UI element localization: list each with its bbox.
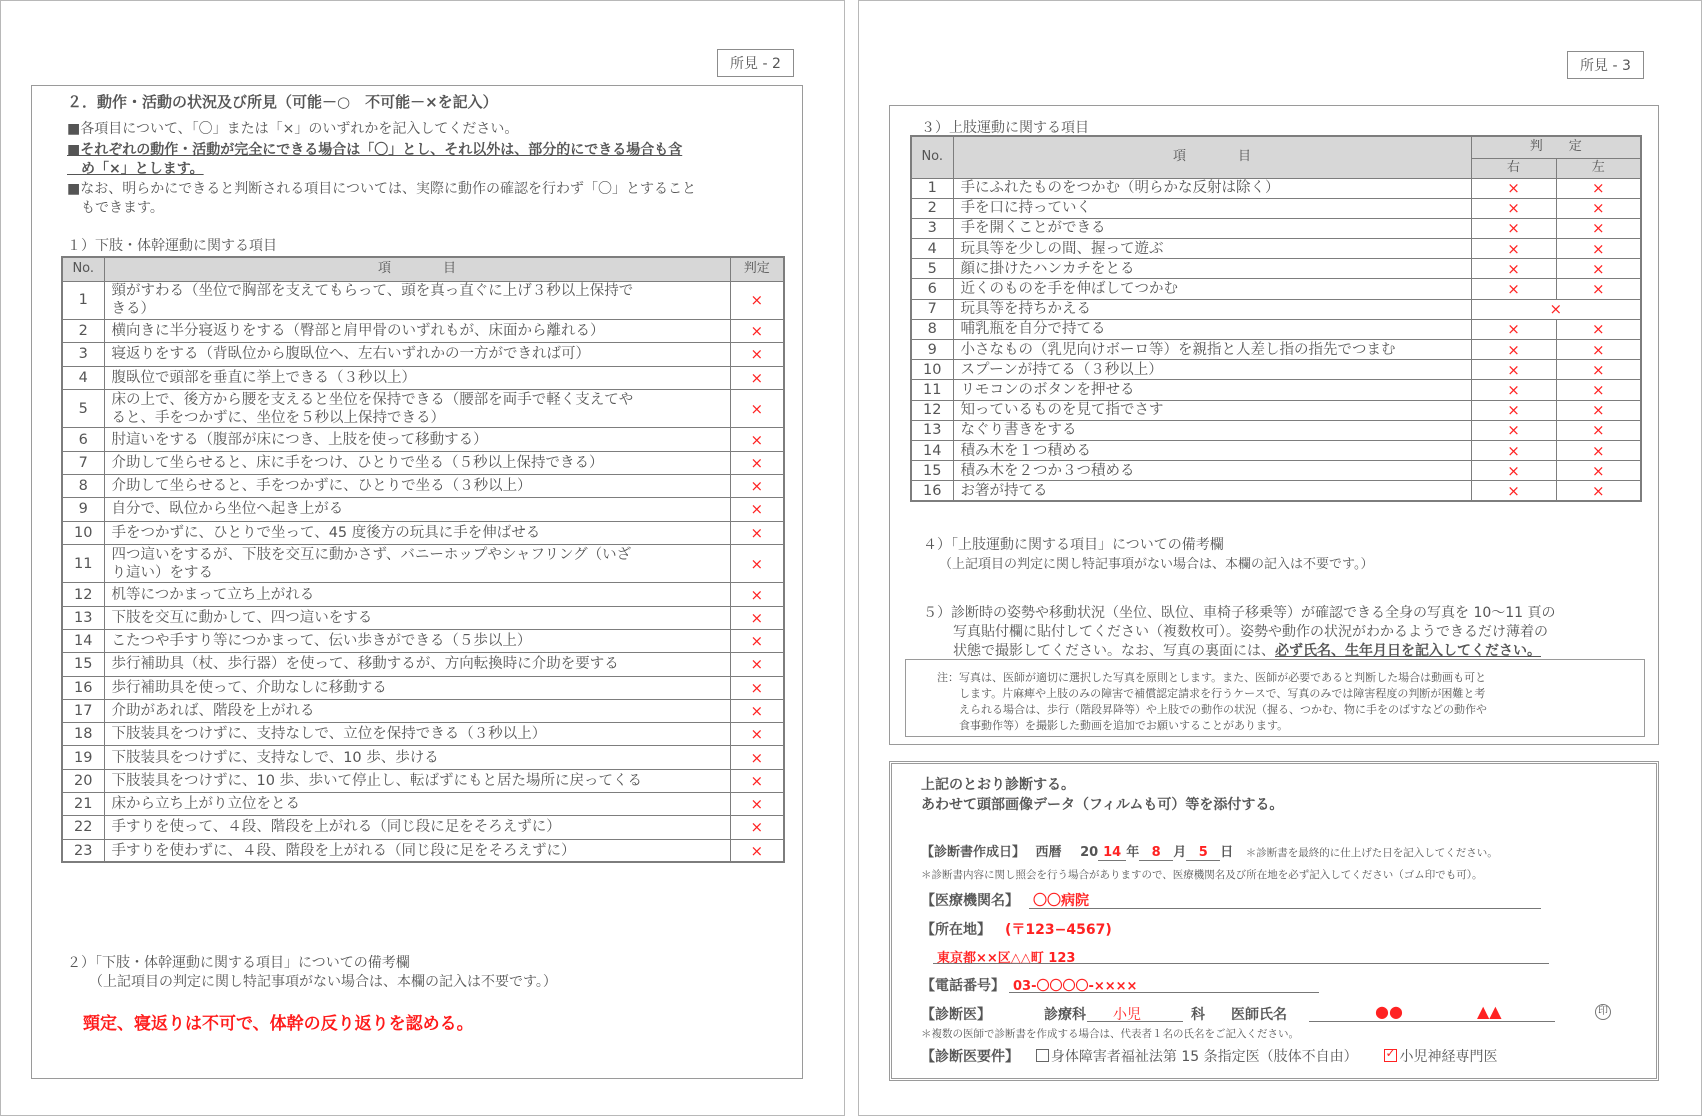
row-judgment-right[interactable]: × <box>1471 218 1556 238</box>
row-number: 20 <box>62 769 104 792</box>
row-item-line: 手をつかずに、ひとりで坐って、45 度後方の玩具に手を伸ばせる <box>111 524 541 541</box>
row-item <box>104 699 730 722</box>
row-item: 哺乳瓶を自分で持てる <box>953 319 1471 339</box>
table-row <box>62 389 784 428</box>
row-judgment-both[interactable]: × <box>1471 299 1641 319</box>
page-tag: 所見 - 3 <box>1567 51 1644 79</box>
row-number: 9 <box>62 498 104 521</box>
requirement-option-1-label: 身体障害者福祉法第 15 条指定医（肢体不自由） <box>1050 1049 1358 1065</box>
page-tag: 所見 - 2 <box>717 49 794 77</box>
col-judgment-header: 判 定 <box>1471 136 1641 158</box>
col-no-header: No. <box>911 136 953 178</box>
row-judgment[interactable]: × <box>730 498 784 521</box>
row-item <box>104 606 730 629</box>
row-number: 2 <box>62 320 104 343</box>
row-number: 17 <box>62 699 104 722</box>
row-item-line: 床の上で、後方から腰を支えると坐位を保持できる（腰部を両手で軽く支えてや <box>111 391 634 408</box>
doctor-name-underline <box>1309 1021 1555 1022</box>
doctor-label: 【診断医】 <box>921 1007 991 1023</box>
inquiry-note: ＊診断書内容に関し照会を行う場合がありますので、医療機関名及び所在地を必ず記入してください（ゴム印でも可）。 <box>921 869 1483 881</box>
table-row <box>62 653 784 676</box>
row-number: 7 <box>911 299 953 319</box>
table-row <box>911 218 1641 238</box>
row-item <box>104 428 730 451</box>
section5-line-1: ５）診断時の姿勢や移動状況（坐位、臥位、車椅子移乗等）が確認できる全身の写真を 10～11 頁の <box>923 605 1556 621</box>
table-row <box>62 676 784 699</box>
row-judgment-left[interactable]: × <box>1556 420 1641 440</box>
row-number: 3 <box>911 218 953 238</box>
row-item-line: 自分で、臥位から坐位へ起き上がる <box>111 501 344 518</box>
row-item-line: 手すりを使って、４段、階段を上がれる（同じ段に足をそろえずに） <box>111 819 561 836</box>
row-judgment[interactable]: × <box>730 521 784 544</box>
table-row <box>62 629 784 652</box>
row-item-line: きる） <box>111 301 155 318</box>
row-judgment-left[interactable]: × <box>1556 400 1641 420</box>
table-row <box>911 360 1641 380</box>
row-judgment[interactable]: × <box>730 451 784 474</box>
right-page <box>858 0 1702 1116</box>
row-judgment[interactable]: × <box>730 606 784 629</box>
row-item <box>104 343 730 366</box>
row-judgment[interactable]: × <box>730 723 784 746</box>
row-judgment[interactable]: × <box>730 793 784 816</box>
row-item-line: ると、手をつかずに、坐位を５秒以上保持できる） <box>111 409 445 426</box>
row-item-line: 介助して坐らせると、手をつかずに、ひとりで坐る（３秒以上） <box>111 478 532 495</box>
row-item <box>104 816 730 839</box>
table-row <box>62 428 784 451</box>
row-item-line: 介助があれば、階段を上がれる <box>111 703 315 719</box>
table-row <box>62 699 784 722</box>
row-item-line: 下肢装具をつけずに、支持なしで、10 歩、歩ける <box>111 749 439 766</box>
row-judgment-left[interactable]: × <box>1556 178 1641 198</box>
table-row <box>911 259 1641 279</box>
row-number: 8 <box>62 474 104 497</box>
table-row <box>62 606 784 629</box>
table-row <box>911 178 1641 198</box>
table-row <box>62 521 784 544</box>
row-number: 10 <box>62 521 104 544</box>
doctor-name-given: ▲▲ <box>1477 1002 1502 1021</box>
year-prefix: 20 <box>1080 845 1099 860</box>
row-number: 21 <box>62 793 104 816</box>
col-judgment-header: 判定 <box>730 257 784 281</box>
address-underline <box>933 963 1549 964</box>
row-number: 23 <box>62 839 104 862</box>
date-label: 【診断書作成日】 <box>921 845 1026 860</box>
row-item: 積み木を１つ積める <box>953 440 1471 460</box>
row-item: スプーンが持てる（３秒以上） <box>953 360 1471 380</box>
row-judgment-left[interactable]: × <box>1556 360 1641 380</box>
phone-label: 【電話番号】 <box>921 978 1005 994</box>
row-judgment[interactable]: × <box>730 699 784 722</box>
row-item <box>104 544 730 583</box>
instruction-1: ■各項目について、「〇」または「×」のいずれかを記入してください。 <box>67 121 519 137</box>
requirement-option-2[interactable] <box>1384 1049 1497 1065</box>
row-judgment-right[interactable]: × <box>1471 319 1556 339</box>
table-row <box>911 198 1641 218</box>
requirement-label: 【診断医要件】 <box>921 1049 1019 1065</box>
row-item-line: こたつや手すり等につかまって、伝い歩きができる（５歩以上） <box>111 633 532 650</box>
row-item-line: 机等につかまって立ち上がれる <box>111 586 315 603</box>
col-no-header: No. <box>62 257 104 281</box>
phone-underline <box>1009 992 1319 993</box>
row-number: 12 <box>911 400 953 420</box>
day-unit: 日 <box>1220 845 1234 860</box>
requirement-option-2-label: 小児神経専門医 <box>1399 1049 1498 1065</box>
row-judgment-left[interactable]: × <box>1556 259 1641 279</box>
row-judgment[interactable]: × <box>730 544 784 583</box>
col-left-header: 左 <box>1556 158 1641 178</box>
row-item: 顔に掛けたハンカチをとる <box>953 259 1471 279</box>
row-judgment-left[interactable]: × <box>1556 218 1641 238</box>
table-row <box>911 420 1641 440</box>
row-number: 1 <box>62 281 104 320</box>
row-number: 22 <box>62 816 104 839</box>
col-item-header: 項 目 <box>104 257 730 281</box>
row-number: 6 <box>62 428 104 451</box>
table-row <box>911 299 1641 319</box>
row-judgment[interactable]: × <box>730 428 784 451</box>
row-judgment[interactable]: × <box>730 816 784 839</box>
address-value: 東京都××区△△町 123 <box>937 951 1076 966</box>
table-row <box>911 319 1641 339</box>
table-row <box>62 320 784 343</box>
section5-line-3-text: 状態で撮影してください。なお、写真の裏面には、 <box>953 643 1275 659</box>
row-number: 11 <box>62 544 104 583</box>
row-number: 12 <box>62 583 104 606</box>
note-line-1: 注：写真は、医師が適切に選択した写真を原則とします。また、医師が必要であると判断した場合は動画も可と <box>937 671 1487 684</box>
row-number: 8 <box>911 319 953 339</box>
row-item: リモコンのボタンを押せる <box>953 380 1471 400</box>
day-value: 5 <box>1186 845 1220 861</box>
section4-note: （上記項目の判定に関し特記事項がない場合は、本欄の記入は不要です。） <box>939 557 1374 572</box>
institution-value: 〇〇病院 <box>1033 893 1089 909</box>
row-item: お箸が持てる <box>953 481 1471 501</box>
table-row <box>62 451 784 474</box>
row-item: なぐり書きをする <box>953 420 1471 440</box>
note-line-2: します。片麻痺や上肢のみの障害で補償認定請求を行うケースで、写真のみでは障害程度の判断が困難と考 <box>959 687 1486 700</box>
row-number: 18 <box>62 723 104 746</box>
row-judgment[interactable]: × <box>730 769 784 792</box>
table-row <box>62 583 784 606</box>
row-item: 手にふれたものをつかむ（明らかな反射は除く） <box>953 178 1471 198</box>
row-number: 16 <box>62 676 104 699</box>
month-value: 8 <box>1139 845 1173 861</box>
row-item <box>104 498 730 521</box>
section2-title: ２）「下肢・体幹運動に関する項目」についての備考欄 <box>67 955 410 971</box>
section5-line-3 <box>953 640 1541 660</box>
dept-label: 診療科 <box>1044 1007 1086 1023</box>
row-judgment[interactable]: × <box>730 474 784 497</box>
table-row <box>62 793 784 816</box>
row-item: 玩具等を持ちかえる <box>953 299 1471 319</box>
row-judgment-left[interactable]: × <box>1556 319 1641 339</box>
col-right-header: 右 <box>1471 158 1556 178</box>
row-judgment[interactable]: × <box>730 281 784 320</box>
row-item: 積み木を２つか３つ積める <box>953 461 1471 481</box>
multi-doctor-note: ＊複数の医師で診断書を作成する場合は、代表者１名の氏名をご記入ください。 <box>921 1028 1299 1040</box>
row-number: 9 <box>911 340 953 360</box>
requirement-option-1[interactable] <box>1036 1049 1358 1065</box>
row-judgment-right[interactable]: × <box>1471 461 1556 481</box>
row-number: 6 <box>911 279 953 299</box>
cert-line-2: あわせて頭部画像データ（フィルムも可）等を添付する。 <box>921 797 1284 813</box>
row-item-line: 頸がすわる（坐位で胸部を支えてもらって、頭を真っ直ぐに上げ３秒以上保持で <box>111 283 634 300</box>
row-number: 11 <box>911 380 953 400</box>
row-item <box>104 653 730 676</box>
seal-mark <box>1595 1004 1611 1020</box>
row-number: 15 <box>62 653 104 676</box>
row-number: 10 <box>911 360 953 380</box>
table-row <box>62 816 784 839</box>
row-judgment[interactable]: × <box>730 320 784 343</box>
row-judgment[interactable]: × <box>730 629 784 652</box>
row-item-line: 肘這いをする（腹部が床につき、上肢を使って移動する） <box>111 431 488 448</box>
table-row <box>62 746 784 769</box>
year-unit: 年 <box>1126 845 1140 860</box>
doctor-name-surname: ●● <box>1375 1002 1403 1021</box>
row-number: 5 <box>62 389 104 428</box>
section3-title: ３）上肢運動に関する項目 <box>921 120 1089 136</box>
row-item: 近くのものを手を伸ばしてつかむ <box>953 279 1471 299</box>
row-judgment-right[interactable]: × <box>1471 481 1556 501</box>
dept-underline <box>1087 1021 1183 1022</box>
table-row <box>62 544 784 583</box>
row-item <box>104 320 730 343</box>
row-number: 4 <box>62 366 104 389</box>
dept-suffix: 科 <box>1191 1007 1205 1023</box>
row-number: 14 <box>911 440 953 460</box>
row-judgment-left[interactable]: × <box>1556 461 1641 481</box>
row-item <box>104 389 730 428</box>
row-item: 知っているものを見て指でさす <box>953 400 1471 420</box>
table-row <box>62 839 784 862</box>
row-item-line: 腹臥位で頭部を垂直に挙上できる（３秒以上） <box>111 369 416 386</box>
section4-title: ４）「上肢運動に関する項目」についての備考欄 <box>923 537 1224 553</box>
address-label: 【所在地】 <box>921 922 991 938</box>
instruction-3: め「×」とします。 <box>67 161 204 177</box>
row-judgment-right[interactable]: × <box>1471 440 1556 460</box>
row-judgment[interactable]: × <box>730 746 784 769</box>
row-item <box>104 769 730 792</box>
note-line-4: 食事動作等）を撮影した動画を追加でお願いすることがあります。 <box>959 719 1289 732</box>
row-judgment-left[interactable]: × <box>1556 481 1641 501</box>
row-item-line: 横向きに半分寝返りをする（臀部と肩甲骨のいずれもが、床面から離れる） <box>111 323 605 340</box>
left-page <box>0 0 845 1116</box>
checkbox-unchecked[interactable] <box>1036 1049 1049 1062</box>
section5-emphasis: 必ず氏名、生年月日を記入してください。 <box>1275 643 1541 659</box>
table-row <box>62 343 784 366</box>
row-item <box>104 839 730 862</box>
row-judgment-right[interactable]: × <box>1471 178 1556 198</box>
row-item <box>104 629 730 652</box>
table-row <box>62 366 784 389</box>
table-row <box>911 440 1641 460</box>
row-judgment[interactable]: × <box>730 389 784 428</box>
year-value: 14 <box>1098 845 1126 861</box>
table-row <box>62 723 784 746</box>
era-label: 西暦 <box>1035 845 1062 860</box>
row-judgment-right[interactable]: × <box>1471 380 1556 400</box>
row-judgment[interactable]: × <box>730 583 784 606</box>
row-judgment-right[interactable]: × <box>1471 360 1556 380</box>
instruction-5: もできます。 <box>67 200 164 216</box>
row-item: 玩具等を少しの間、握って遊ぶ <box>953 239 1471 259</box>
row-item <box>104 451 730 474</box>
row-item: 手を口に持っていく <box>953 198 1471 218</box>
section-heading: ２．動作・活動の状況及び所見（可能－○ 不可能－×を記入） <box>67 93 498 111</box>
instruction-4: ■なお、明らかにできると判断される項目については、実際に動作の確認を行わず「〇」とすること <box>67 181 696 197</box>
dept-value: 小児 <box>1113 1007 1141 1023</box>
col-item-header: 項 目 <box>953 136 1471 178</box>
table-row <box>911 481 1641 501</box>
phone-value: 03-〇〇〇〇-×××× <box>1013 979 1138 994</box>
row-number: 5 <box>911 259 953 279</box>
row-number: 14 <box>62 629 104 652</box>
row-number: 4 <box>911 239 953 259</box>
row-judgment[interactable]: × <box>730 366 784 389</box>
row-judgment[interactable]: × <box>730 676 784 699</box>
row-judgment-left[interactable]: × <box>1556 239 1641 259</box>
table-row <box>911 461 1641 481</box>
row-item-line: 歩行補助具を使って、介助なしに移動する <box>111 679 387 696</box>
row-judgment-left[interactable]: × <box>1556 380 1641 400</box>
row-item-line: 介助して坐らせると、床に手をつけ、ひとりで坐る（５秒以上保持できる） <box>111 454 604 471</box>
date-note: ＊診断書を最終的に仕上げた日を記入してください。 <box>1245 847 1498 859</box>
table-row <box>911 279 1641 299</box>
row-judgment[interactable]: × <box>730 343 784 366</box>
row-item-line: 下肢装具をつけずに、支持なしで、立位を保持できる（３秒以上） <box>111 726 547 743</box>
row-judgment-right[interactable]: × <box>1471 198 1556 218</box>
row-judgment-left[interactable]: × <box>1556 440 1641 460</box>
postal-code: (〒123−4567) <box>1005 922 1112 938</box>
row-number: 2 <box>911 198 953 218</box>
lower-limb-table <box>61 256 785 863</box>
table-row <box>911 340 1641 360</box>
row-number: 7 <box>62 451 104 474</box>
institution-underline <box>1029 908 1541 909</box>
row-item-line: り這い）をする <box>111 564 213 581</box>
row-item <box>104 793 730 816</box>
row-judgment-left[interactable]: × <box>1556 340 1641 360</box>
table-row <box>911 400 1641 420</box>
remark-text: 頸定、寝返りは不可で、体幹の反り返りを認める。 <box>83 1014 474 1034</box>
row-item <box>104 366 730 389</box>
row-item <box>104 281 730 320</box>
row-item-line: 寝返りをする（背臥位から腹臥位へ、左右いずれかの一方ができれば可） <box>111 346 590 363</box>
row-item <box>104 746 730 769</box>
row-judgment-right[interactable]: × <box>1471 400 1556 420</box>
row-judgment-right[interactable]: × <box>1471 420 1556 440</box>
row-item-line: 下肢装具をつけずに、10 歩、歩いて停止し、転ばずにもと居た場所に戻ってくる <box>111 772 643 789</box>
row-judgment[interactable]: × <box>730 653 784 676</box>
row-judgment-left[interactable]: × <box>1556 198 1641 218</box>
note-line-3: えられる場合は、歩行（階段昇降等）や上肢での動作の状況（握る、つかむ、物に手をのばすなどの動作や <box>959 703 1487 716</box>
requirement-row <box>921 1046 1497 1066</box>
row-item <box>104 474 730 497</box>
row-item <box>104 521 730 544</box>
row-item-line: 床から立ち上がり立位をとる <box>111 796 300 813</box>
row-judgment[interactable]: × <box>730 839 784 862</box>
institution-label: 【医療機関名】 <box>921 893 1019 909</box>
row-item-line: 四つ這いをするが、下肢を交互に動かさず、バニーホップやシャフリング（いざ <box>111 546 632 563</box>
row-item <box>104 723 730 746</box>
row-item-line: 手すりを使わずに、４段、階段を上がれる（同じ段に足をそろえずに） <box>111 842 576 859</box>
row-judgment-right[interactable]: × <box>1471 340 1556 360</box>
table-row <box>62 281 784 320</box>
row-judgment-right[interactable]: × <box>1471 279 1556 299</box>
instruction-2: ■それぞれの動作・活動が完全にできる場合は「〇」とし、それ以外は、部分的にできる場合も含 <box>67 142 683 158</box>
row-item-line: 下肢を交互に動かして、四つ這いをする <box>111 609 373 626</box>
checkbox-checked[interactable] <box>1384 1049 1397 1062</box>
row-item <box>104 583 730 606</box>
row-number: 15 <box>911 461 953 481</box>
row-number: 13 <box>62 606 104 629</box>
seal-text: 印 <box>1598 1006 1608 1017</box>
row-judgment-right[interactable]: × <box>1471 239 1556 259</box>
section2-note: （上記項目の判定に関し特記事項がない場合は、本欄の記入は不要です。） <box>89 974 557 990</box>
row-number: 16 <box>911 481 953 501</box>
section1-title: １）下肢・体幹運動に関する項目 <box>67 238 277 254</box>
row-item: 小さなもの（乳児向けボーロ等）を親指と人差し指の指先でつまむ <box>953 340 1471 360</box>
table-row <box>911 380 1641 400</box>
date-row <box>921 841 1498 861</box>
table-row <box>62 498 784 521</box>
row-item: 手を開くことができる <box>953 218 1471 238</box>
row-item <box>104 676 730 699</box>
month-unit: 月 <box>1173 845 1187 860</box>
row-number: 13 <box>911 420 953 440</box>
row-number: 19 <box>62 746 104 769</box>
upper-limb-table <box>910 135 1642 502</box>
row-judgment-left[interactable]: × <box>1556 279 1641 299</box>
row-number: 3 <box>62 343 104 366</box>
row-judgment-right[interactable]: × <box>1471 259 1556 279</box>
table-row <box>62 769 784 792</box>
doctor-name-label: 医師氏名 <box>1231 1007 1287 1023</box>
table-row <box>911 239 1641 259</box>
section5-line-2: 写真貼付欄に貼付してください（複数枚可）。姿勢や動作の状況がわかるようできるだけ薄着の <box>953 624 1548 640</box>
row-item-line: 歩行補助具（杖、歩行器）を使って、移動するが、方向転換時に介助を要する <box>111 656 619 673</box>
row-number: 1 <box>911 178 953 198</box>
table-row <box>62 474 784 497</box>
cert-line-1: 上記のとおり診断する。 <box>921 777 1075 793</box>
